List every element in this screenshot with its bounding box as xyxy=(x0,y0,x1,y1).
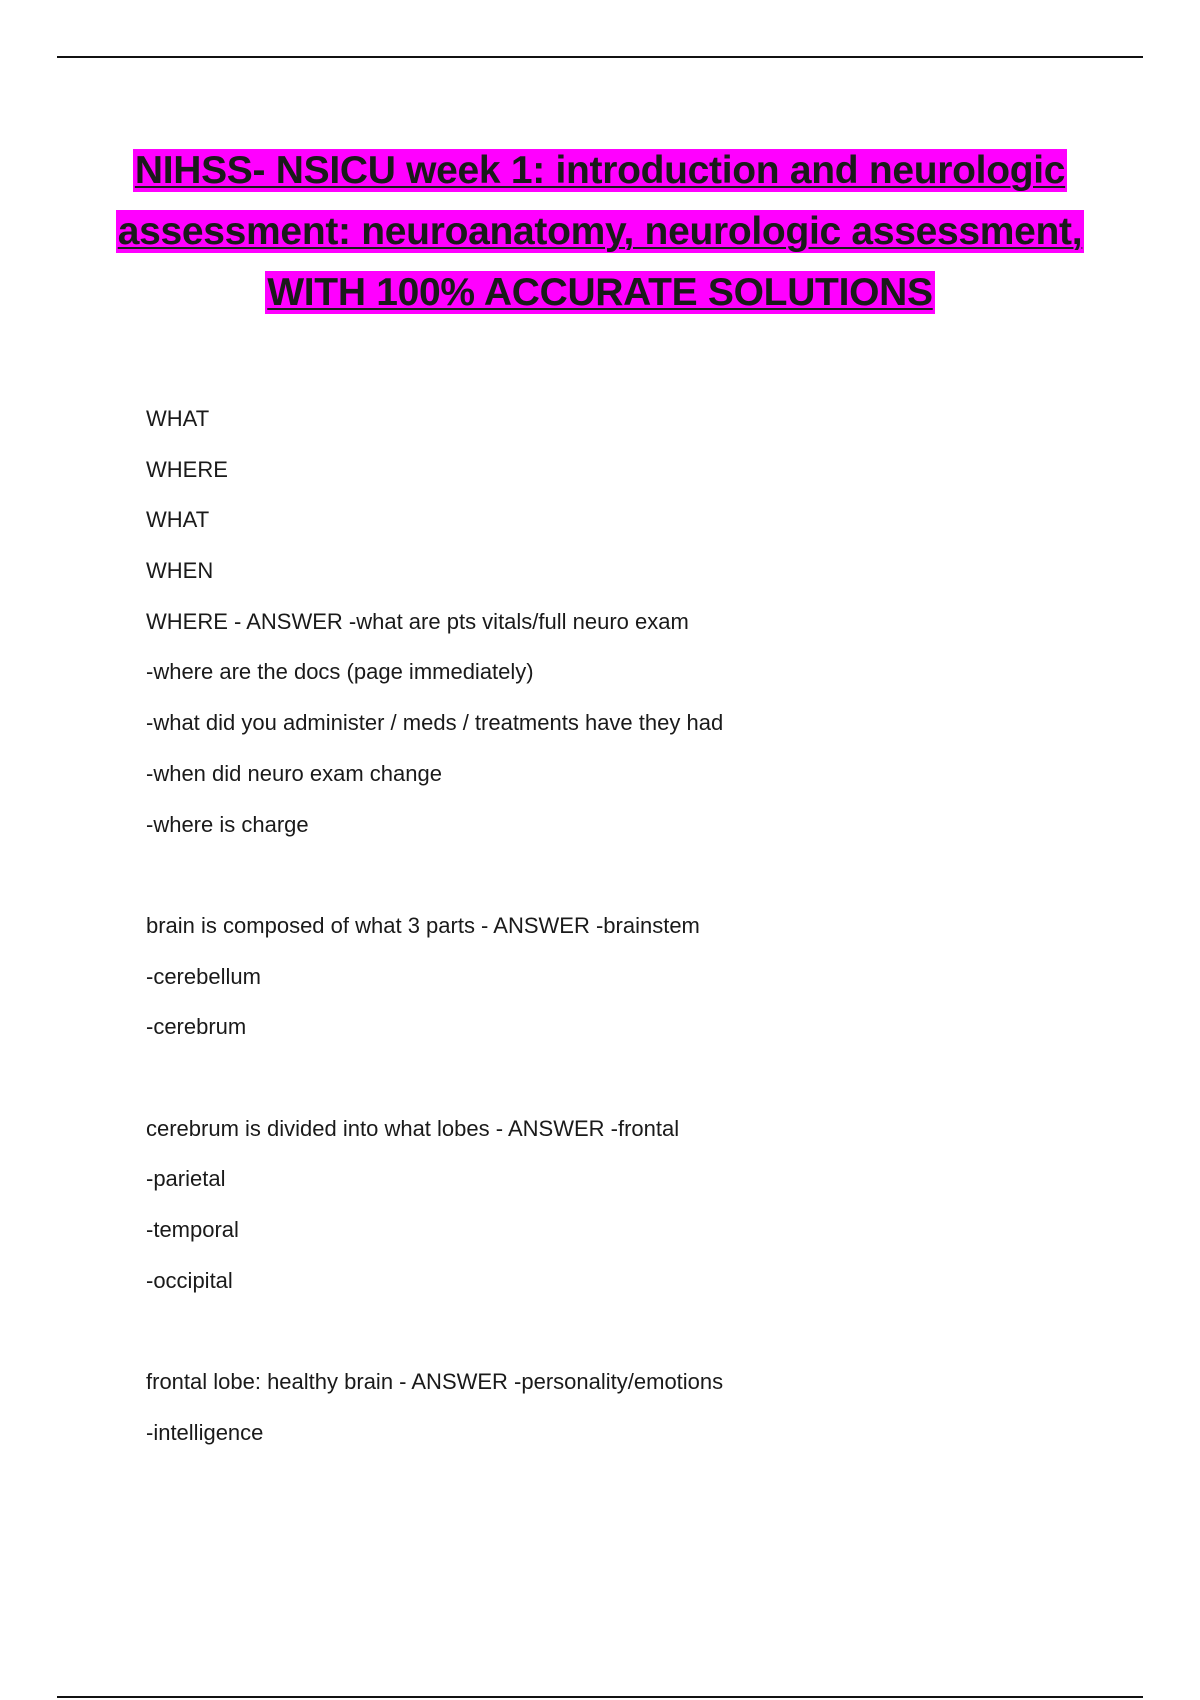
blank-line xyxy=(146,860,1106,911)
text-line: -cerebrum xyxy=(146,1014,247,1040)
text-line: WHAT xyxy=(146,406,210,431)
blank-line xyxy=(146,1063,1106,1114)
text-line: WHEN xyxy=(146,558,214,584)
text-line: cerebrum is divided into what lobes - ANSWER -frontal xyxy=(146,1115,680,1141)
document-body xyxy=(146,404,1106,1468)
text-line: -what did you administer / meds / treatments have they had xyxy=(146,710,724,736)
text-line: -occipital xyxy=(146,1267,233,1293)
text-line: frontal lobe: healthy brain - ANSWER -personality/emotions xyxy=(146,1369,724,1395)
text-line: brain is composed of what 3 parts - ANSWER -brainstem xyxy=(146,912,700,938)
document-title xyxy=(100,140,1100,323)
text-line: -when did neuro exam change xyxy=(146,760,442,786)
text-line: -temporal xyxy=(146,1217,239,1242)
text-line: -cerebellum xyxy=(146,963,261,989)
bottom-rule xyxy=(57,1696,1143,1698)
text-line: -where is charge xyxy=(146,811,309,837)
blank-line xyxy=(146,1316,1106,1367)
text-line: -intelligence xyxy=(146,1419,264,1445)
title-highlight: NIHSS- NSICU week 1: introduction and neurologic assessment: neuroanatomy, neurologic assessment, WITH 100% ACCURATE SOLUTIONS xyxy=(117,149,1083,314)
top-rule xyxy=(57,56,1143,58)
text-line: WHERE xyxy=(146,456,228,482)
text-line: WHAT xyxy=(146,507,210,533)
text-line: -parietal xyxy=(146,1166,226,1192)
text-line: WHERE - ANSWER -what are pts vitals/full neuro exam xyxy=(146,608,689,634)
text-line: -where are the docs (page immediately) xyxy=(146,659,534,685)
